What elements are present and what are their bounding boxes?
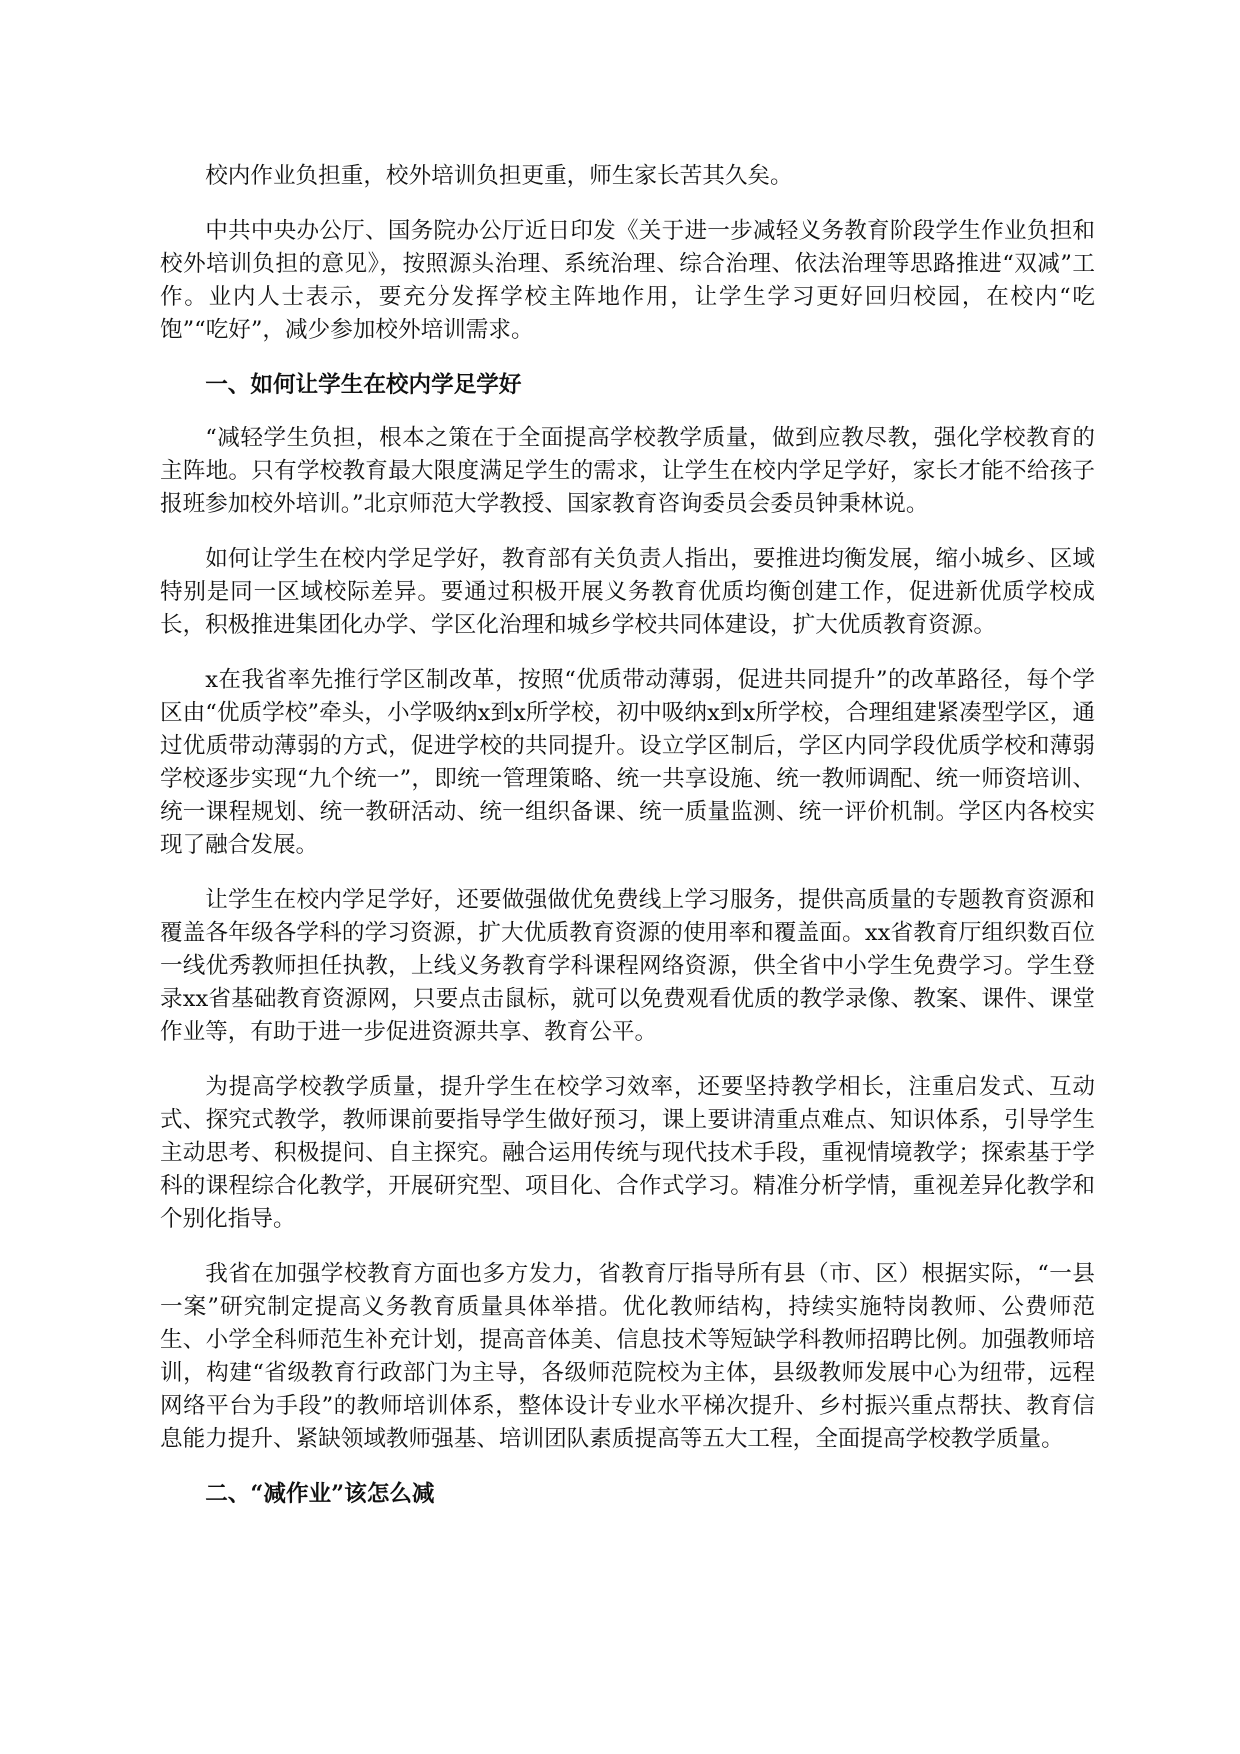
section-1-paragraph-2: 如何让学生在校内学足学好，教育部有关负责人指出，要推进均衡发展，缩小城乡、区域特别是同一区域校际差异。要通过积极开展义务教育优质均衡创建工作，促进新优质学校成长，积极推进集团化办学、学区化治理和城乡学校共同体建设，扩大优质教育资源。 <box>160 546 1095 638</box>
intro-paragraph-1: 校内作业负担重，校外培训负担更重，师生家长苦其久矣。 <box>205 163 793 189</box>
section-1-paragraph-3: x在我省率先推行学区制改革，按照“优质带动薄弱，促进共同提升”的改革路径，每个学区由“优质学校”牵头，小学吸纳x到x所学校，初中吸纳x到x所学校，合理组建紧凑型学区，通过优质带动薄弱的方式，促进学校的共同提升。设立学区制后，学区内同学段优质学校和薄弱学校逐步实现“九个统一”，即统一管理策略、统一共享设施、统一教师调配、统一师资培训、统一课程规划、统一教研活动、统一组织备课、统一质量监测、统一评价机制。学区内各校实现了融合发展。 <box>160 667 1095 858</box>
intro-paragraph-2: 中共中央办公厅、国务院办公厅近日印发《关于进一步减轻义务教育阶段学生作业负担和校外培训负担的意见》，按照源头治理、系统治理、综合治理、依法治理等思路推进“双减”工作。业内人士表示，要充分发挥学校主阵地作用，让学生学习更好回归校园，在校内“吃饱”“吃好”，减少参加校外培训需求。 <box>160 218 1095 343</box>
section-2-heading: 二、“减作业”该怎么减 <box>205 1481 435 1507</box>
section-1-paragraph-4: 让学生在校内学足学好，还要做强做优免费线上学习服务，提供高质量的专题教育资源和覆盖各年级各学科的学习资源，扩大优质教育资源的使用率和覆盖面。xx省教育厅组织数百位一线优秀教师担任执教，上线义务教育学科课程网络资源，供全省中小学生免费学习。学生登录xx省基础教育资源网，只要点击鼠标，就可以免费观看优质的教学录像、教案、课件、课堂作业等，有助于进一步促进资源共享、教育公平。 <box>160 887 1095 1045</box>
section-1-paragraph-5: 为提高学校教学质量，提升学生在校学习效率，还要坚持教学相长，注重启发式、互动式、探究式教学，教师课前要指导学生做好预习，课上要讲清重点难点、知识体系，引导学生主动思考、积极提问、自主探究。融合运用传统与现代技术手段，重视情境教学；探索基于学科的课程综合化教学，开展研究型、项目化、合作式学习。精准分析学情，重视差异化教学和个别化指导。 <box>160 1074 1095 1232</box>
section-1-heading: 一、如何让学生在校内学足学好 <box>205 372 522 398</box>
section-1-paragraph-6: 我省在加强学校教育方面也多方发力，省教育厅指导所有县（市、区）根据实际，“一县一案”研究制定提高义务教育质量具体举措。优化教师结构，持续实施特岗教师、公费师范生、小学全科师范生补充计划，提高音体美、信息技术等短缺学科教师招聘比例。加强教师培训，构建“省级教育行政部门为主导，各级师范院校为主体，县级教师发展中心为纽带，远程网络平台为手段”的教师培训体系，整体设计专业水平梯次提升、乡村振兴重点帮扶、教育信息能力提升、紧缺领域教师强基、培训团队素质提高等五大工程，全面提高学校教学质量。 <box>160 1261 1095 1452</box>
section-1-paragraph-1: “减轻学生负担，根本之策在于全面提高学校教学质量，做到应教尽教，强化学校教育的主阵地。只有学校教育最大限度满足学生的需求，让学生在校内学足学好，家长才能不给孩子报班参加校外培训。”北京师范大学教授、国家教育咨询委员会委员钟秉林说。 <box>160 425 1095 517</box>
